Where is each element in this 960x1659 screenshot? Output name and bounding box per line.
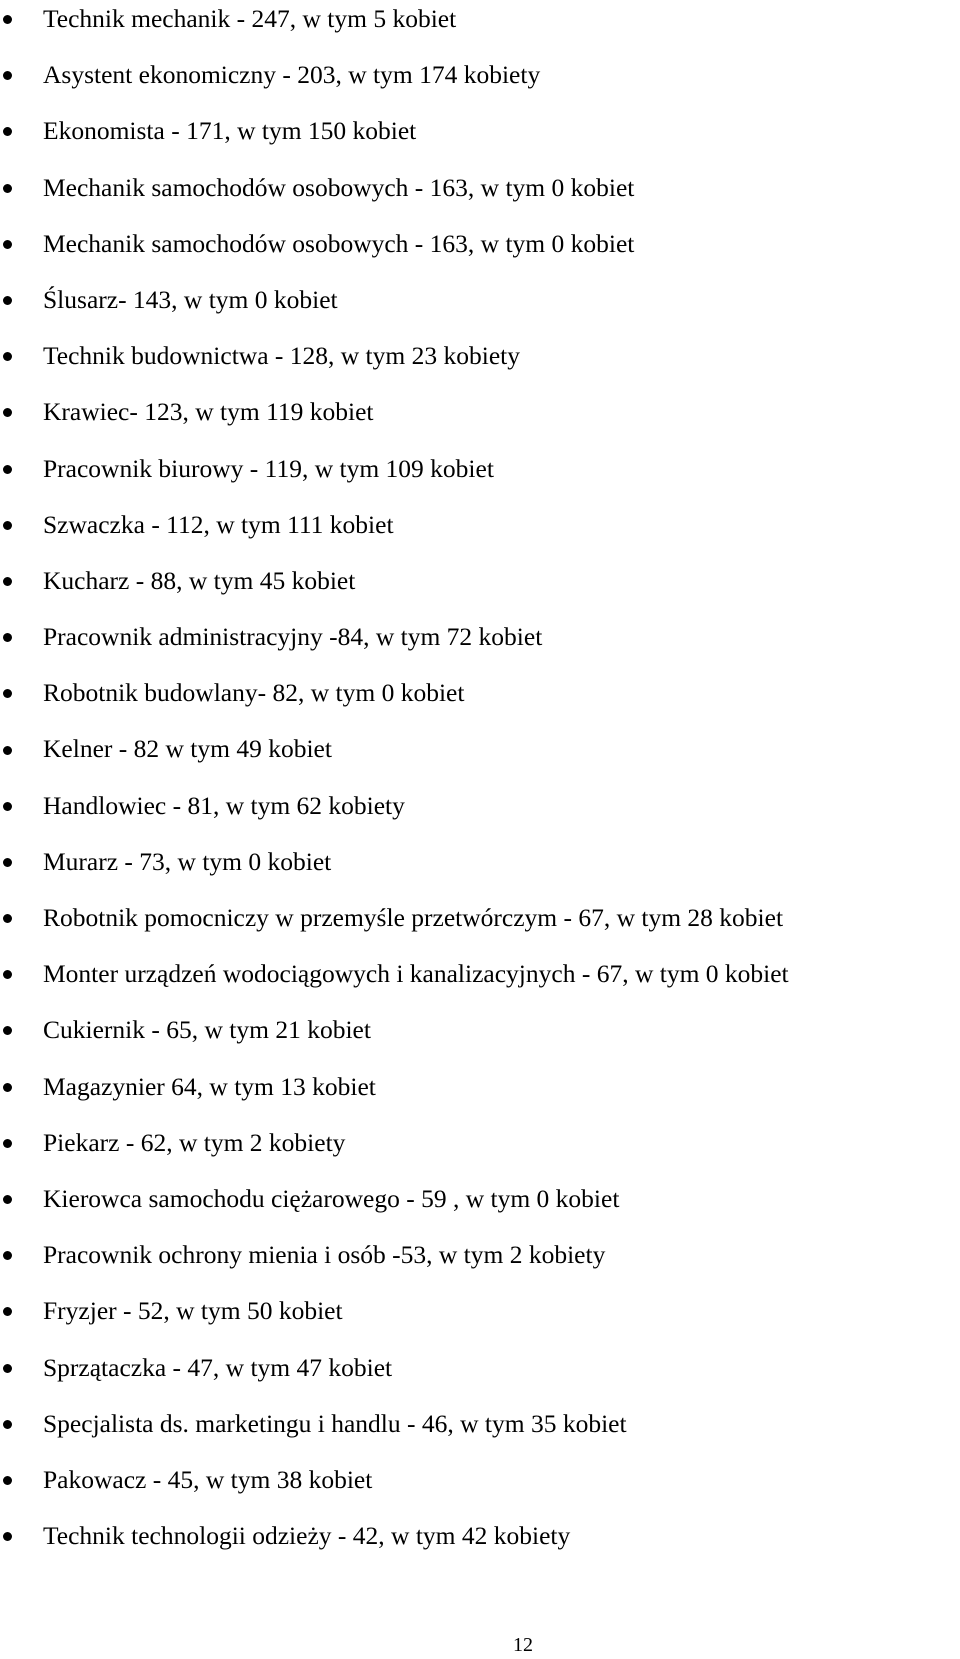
list-item: [0, 1340, 960, 1396]
list-item: [0, 384, 960, 440]
list-item-text: Kucharz - 88, w tym 45 kobiet: [43, 565, 356, 595]
bullet-icon: [3, 1364, 12, 1373]
list-item-text: Piekarz - 62, w tym 2 kobiety: [43, 1127, 346, 1157]
list-item: [0, 0, 960, 47]
list-item: [0, 216, 960, 272]
bullet-icon: [3, 465, 12, 474]
bullet-icon: [3, 1532, 12, 1541]
list-item: [0, 1283, 960, 1339]
list-item: [0, 272, 960, 328]
list-item-text: Technik mechanik - 247, w tym 5 kobiet: [43, 4, 457, 33]
list-item: [0, 1227, 960, 1283]
list-item: [0, 834, 960, 890]
bullet-icon: [3, 914, 12, 923]
bullet-icon: [3, 1307, 12, 1316]
bullet-icon: [3, 746, 12, 755]
list-item-text: Ekonomista - 171, w tym 150 kobiet: [43, 116, 417, 146]
list-item: [0, 1115, 960, 1171]
page-number: 12: [513, 1634, 533, 1656]
bullet-icon: [3, 802, 12, 811]
bullet-icon: [3, 1139, 12, 1148]
list-item: [0, 1171, 960, 1227]
list-item: [0, 1452, 960, 1508]
bullet-icon: [3, 184, 12, 193]
bullet-icon: [3, 1476, 12, 1485]
bullet-icon: [3, 1026, 12, 1035]
bullet-icon: [3, 127, 12, 136]
list-item-text: Szwaczka - 112, w tym 111 kobiet: [43, 509, 394, 539]
bullet-icon: [3, 1251, 12, 1260]
list-item: [0, 441, 960, 497]
bullet-icon: [3, 689, 12, 698]
list-item: [0, 553, 960, 609]
list-item-text: Mechanik samochodów osobowych - 163, w tym 0 kobiet: [43, 228, 635, 258]
list-item-text: Pracownik ochrony mienia i osób -53, w tym 2 kobiety: [43, 1240, 606, 1270]
bullet-icon: [3, 71, 12, 80]
list-item-text: Asystent ekonomiczny - 203, w tym 174 kobiety: [43, 60, 541, 90]
list-item: [0, 665, 960, 721]
list-item-text: Cukiernik - 65, w tym 21 kobiet: [43, 1015, 371, 1045]
list-item: [0, 497, 960, 553]
list-item-text: Robotnik budowlany- 82, w tym 0 kobiet: [43, 678, 465, 708]
list-item: [0, 160, 960, 216]
bullet-icon: [3, 352, 12, 361]
bullet-icon: [3, 408, 12, 417]
list-item-text: Sprzątaczka - 47, w tym 47 kobiet: [43, 1352, 393, 1382]
list-item: [0, 1396, 960, 1452]
list-item-text: Technik budownictwa - 128, w tym 23 kobiety: [43, 341, 520, 371]
list-item: [0, 1508, 960, 1564]
list-item: [0, 946, 960, 1002]
list-item-text: Krawiec- 123, w tym 119 kobiet: [43, 397, 374, 427]
list-item-text: Pakowacz - 45, w tym 38 kobiet: [43, 1464, 373, 1494]
bullet-icon: [3, 15, 12, 24]
list-item: [0, 609, 960, 665]
list-item-text: Ślusarz- 143, w tym 0 kobiet: [43, 284, 338, 314]
list-item-text: Pracownik administracyjny -84, w tym 72 kobiet: [43, 622, 543, 652]
bullet-icon: [3, 633, 12, 642]
list-item-text: Pracownik biurowy - 119, w tym 109 kobiet: [43, 453, 494, 483]
list-item: [0, 721, 960, 777]
list-item: [0, 103, 960, 159]
list-item: [0, 890, 960, 946]
list-item: [0, 778, 960, 834]
list-item-text: Handlowiec - 81, w tym 62 kobiety: [43, 790, 405, 820]
list-item-text: Murarz - 73, w tym 0 kobiet: [43, 846, 332, 876]
bullet-icon: [3, 1420, 12, 1429]
list-item: [0, 1002, 960, 1058]
bullet-icon: [3, 521, 12, 530]
bullet-icon: [3, 296, 12, 305]
bullet-icon: [3, 858, 12, 867]
list-item-text: Kelner - 82 w tym 49 kobiet: [43, 734, 332, 764]
bullet-icon: [3, 1195, 12, 1204]
list-item: [0, 328, 960, 384]
list-item-text: Mechanik samochodów osobowych - 163, w tym 0 kobiet: [43, 172, 635, 202]
list-item-text: Technik technologii odzieży - 42, w tym 42 kobiety: [43, 1521, 571, 1551]
list-item-text: Specjalista ds. marketingu i handlu - 46, w tym 35 kobiet: [43, 1408, 627, 1438]
bullet-icon: [3, 577, 12, 586]
list-item: [0, 1059, 960, 1115]
bullet-icon: [3, 240, 12, 249]
list-item-text: Kierowca samochodu ciężarowego - 59 , w tym 0 kobiet: [43, 1183, 620, 1213]
list-item-text: Monter urządzeń wodociągowych i kanalizacyjnych - 67, w tym 0 kobiet: [43, 959, 789, 989]
bullet-icon: [3, 970, 12, 979]
list-item-text: Magazynier 64, w tym 13 kobiet: [43, 1071, 376, 1101]
bullet-icon: [3, 1083, 12, 1092]
list-item-text: Fryzjer - 52, w tym 50 kobiet: [43, 1296, 343, 1326]
list-item-text: Robotnik pomocniczy w przemyśle przetwórczym - 67, w tym 28 kobiet: [43, 903, 784, 932]
list-item: [0, 47, 960, 103]
